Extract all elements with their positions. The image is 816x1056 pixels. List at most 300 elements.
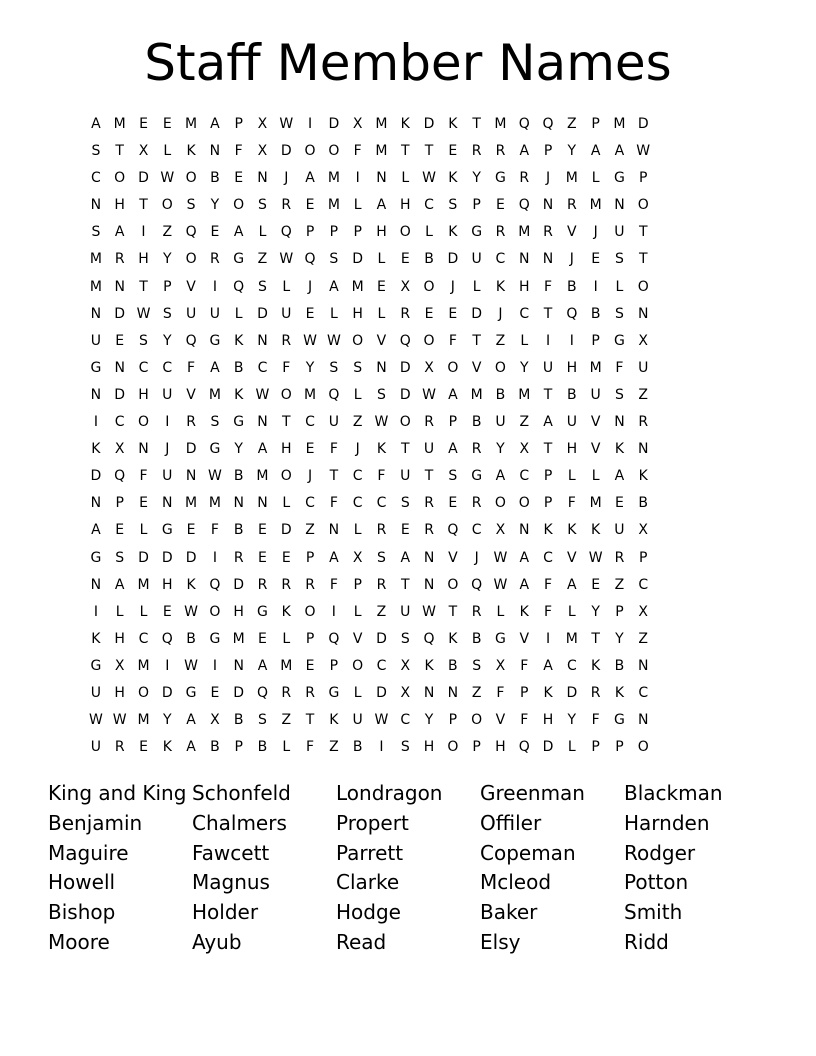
page-title: Staff Member Names [144,34,672,92]
grid-letter: L [139,603,148,620]
grid-letter: F [210,522,219,539]
grid-row [84,683,732,710]
word-list-item: Clarke [336,870,400,895]
grid-letter: Q [518,197,530,214]
grid-letter: C [400,712,411,729]
grid-letter: W [112,712,127,729]
grid-letter: N [138,441,149,458]
grid-letter: R [305,684,315,701]
grid-letter: A [210,116,220,132]
grid-letter: V [567,224,577,241]
grid-letter: O [114,170,126,187]
word-list-item: Fawcett [192,840,270,865]
grid-letter: Q [399,332,411,349]
grid-letter: C [305,414,315,431]
grid-letter: Y [567,143,577,160]
grid-letter: E [496,197,505,214]
grid-letter: C [519,305,530,322]
grid-letter: V [590,414,601,431]
grid-letter: L [567,603,576,620]
grid-letter: A [448,386,458,403]
grid-letter: B [210,170,220,187]
grid-letter: I [212,278,217,295]
grid-letter: P [591,739,600,756]
grid-letter: P [543,468,553,485]
grid-letter: J [308,468,313,485]
grid-letter: L [567,739,576,756]
grid-letter: K [91,630,101,647]
grid-letter: B [590,305,601,322]
grid-letter: E [448,143,458,160]
grid-letter: K [614,684,625,701]
grid-letter: P [615,603,624,620]
grid-letter: S [258,278,267,295]
grid-row [84,249,732,276]
grid-letter: D [542,739,554,756]
grid-letter: S [258,197,267,214]
grid-letter: O [352,657,364,674]
grid-letter: B [186,630,196,647]
grid-letter: D [233,684,245,701]
grid-letter: Y [210,197,220,214]
grid-letter: Q [114,468,126,485]
grid-letter: O [447,359,459,376]
grid-letter: L [115,603,124,620]
grid-letter: K [448,630,458,647]
grid-letter: H [114,684,125,701]
grid-letter: S [448,468,458,485]
grid-letter: I [165,657,170,674]
grid-letter: N [614,197,625,214]
grid-letter: Z [162,224,173,241]
grid-letter: O [637,278,649,295]
grid-letter: M [137,712,150,729]
grid-letter: W [588,549,603,566]
grid-letter: K [186,576,196,593]
grid-letter: P [329,224,339,241]
grid-letter: L [615,278,624,295]
word-list [48,779,768,958]
grid-letter: T [281,414,291,431]
grid-letter: R [281,576,292,593]
grid-letter: G [257,603,268,620]
grid-letter: R [566,197,577,214]
grid-letter: M [613,116,626,132]
grid-letter: Q [328,630,340,647]
grid-letter: K [543,684,553,701]
grid-letter: N [257,495,268,512]
grid-letter: L [353,197,362,214]
grid-letter: T [139,278,148,295]
word-list-item: Propert [336,810,409,835]
grid-letter: K [638,468,648,485]
grid-letter: O [233,197,245,214]
grid-letter: Y [591,603,600,620]
grid-letter: M [589,197,602,214]
grid-letter: M [137,657,150,674]
grid-letter: U [400,603,411,620]
grid-letter: E [139,739,148,756]
grid-letter: N [257,170,268,187]
grid-letter: O [137,414,149,431]
word-list-item: Maguire [48,840,129,865]
grid-letter: J [284,170,289,187]
grid-letter: X [400,278,411,295]
grid-letter: M [565,170,578,187]
grid-letter: O [399,224,411,241]
grid-letter: P [448,712,458,729]
grid-letter: Z [638,630,649,647]
grid-letter: F [544,278,553,295]
grid-letter: S [614,251,624,268]
grid-letter: P [615,739,624,756]
grid-letter: B [210,739,220,756]
grid-letter: J [474,549,479,566]
grid-letter: E [400,251,410,268]
word-list-item: Baker [480,900,538,925]
grid-letter: D [280,522,292,539]
grid-letter: U [90,332,102,349]
grid-letter: I [355,170,360,187]
grid-letter: O [185,251,197,268]
word-list-item: Offiler [480,810,542,835]
grid-letter: I [93,603,98,620]
grid-letter: Z [352,414,363,431]
grid-letter: E [162,603,172,620]
word-list-item: Bishop [48,900,116,925]
grid-letter: Z [257,251,268,268]
grid-letter: G [495,630,506,647]
grid-letter: K [591,522,601,539]
grid-letter: T [305,712,315,729]
grid-letter: D [161,684,173,701]
grid-letter: V [567,549,577,566]
grid-letter: T [591,630,600,647]
grid-letter: E [139,116,148,132]
grid-row [84,656,732,683]
grid-letter: K [91,441,101,458]
grid-letter: D [90,468,102,485]
grid-letter: Q [304,251,316,268]
grid-letter: O [471,712,483,729]
grid-letter: J [165,441,170,458]
grid-letter: M [185,116,198,132]
grid-letter: F [139,468,148,485]
word-list-item: Mcleod [480,870,552,895]
grid-letter: C [162,359,173,376]
grid-letter: N [114,278,125,295]
grid-letter: F [377,468,386,485]
grid-letter: E [591,251,601,268]
grid-letter: O [304,603,316,620]
grid-letter: N [376,170,387,187]
grid-letter: Z [376,603,387,620]
grid-letter: H [114,630,125,647]
grid-letter: G [185,684,197,701]
grid-letter: C [519,468,530,485]
grid-letter: A [495,468,506,485]
grid-letter: K [448,170,458,187]
grid-letter: C [376,657,387,674]
grid-letter: R [519,170,530,187]
grid-letter: T [424,143,434,160]
grid-letter: M [304,386,317,403]
grid-letter: B [471,630,482,647]
grid-letter: O [423,278,435,295]
grid-letter: F [520,657,529,674]
grid-letter: Y [472,170,481,187]
grid-letter: N [542,251,554,268]
grid-letter: Q [328,386,340,403]
grid-letter: N [90,305,102,322]
grid-letter: H [352,305,363,322]
grid-letter: O [280,386,292,403]
grid-letter: R [233,549,244,566]
grid-letter: H [423,739,435,756]
grid-letter: W [422,170,436,187]
grid-letter: Q [256,684,268,701]
grid-letter: F [282,359,291,376]
grid-letter: A [376,197,387,214]
word-list-item: Schonfeld [192,781,291,805]
grid-letter: L [163,143,172,160]
grid-letter: A [543,414,553,431]
grid-letter: L [282,495,291,512]
grid-letter: M [494,116,507,132]
grid-letter: W [374,712,389,729]
grid-letter: U [614,224,625,241]
grid-letter: G [614,170,625,187]
grid-row [84,331,732,358]
grid-letter: H [566,441,578,458]
grid-letter: A [448,441,458,458]
grid-letter: H [114,197,125,214]
grid-letter: P [305,224,315,241]
grid-letter: L [329,305,338,322]
grid-letter: L [567,468,576,485]
grid-letter: K [234,332,244,349]
grid-letter: V [186,278,196,295]
grid-letter: X [114,441,125,458]
grid-letter: X [257,116,268,132]
grid-letter: R [114,739,125,756]
grid-letter: N [447,684,459,701]
grid-row [84,520,732,547]
grid-letter: E [258,522,267,539]
grid-letter: L [401,170,410,187]
grid-letter: R [257,576,268,593]
grid-letter: A [186,712,196,729]
grid-letter: K [495,278,506,295]
grid-letter: D [280,143,292,160]
grid-letter: L [353,603,362,620]
grid-letter: I [331,603,336,620]
grid-letter: K [448,224,458,241]
grid-letter: Z [614,576,625,593]
grid-letter: Y [567,712,577,729]
grid-letter: V [352,630,363,647]
grid-letter: U [209,305,220,322]
grid-letter: L [520,332,529,349]
grid-letter: P [591,116,600,132]
grid-letter: R [186,414,196,431]
grid-letter: T [638,224,648,241]
grid-letter: Y [163,251,172,268]
grid-letter: R [543,224,553,241]
grid-letter: W [160,170,175,187]
grid-letter: W [279,251,294,268]
grid-letter: T [115,143,124,160]
grid-letter: L [377,251,386,268]
grid-letter: C [471,522,482,539]
grid-letter: K [591,657,601,674]
grid-letter: T [400,576,410,593]
grid-letter: C [543,549,553,566]
word-column [480,779,624,958]
grid-letter: S [186,197,196,214]
grid-letter: R [400,305,411,322]
grid-letter: N [90,197,102,214]
word-list-item: Hodge [336,900,401,925]
grid-letter: Y [163,712,172,729]
grid-letter: P [472,197,481,214]
grid-letter: H [542,712,554,729]
grid-letter: G [90,359,102,376]
grid-letter: Z [519,414,530,431]
grid-letter: E [448,305,458,322]
grid-letter: D [566,684,578,701]
grid-letter: L [282,278,291,295]
grid-letter: L [591,170,600,187]
grid-letter: U [90,739,102,756]
grid-letter: P [234,116,243,132]
grid-letter: Y [519,359,529,376]
grid-row [84,222,732,249]
word-column [336,779,480,958]
grid-letter: O [447,576,459,593]
grid-letter: O [304,143,316,160]
grid-letter: H [233,603,244,620]
grid-letter: G [328,684,340,701]
grid-letter: S [400,630,410,647]
grid-letter: L [353,684,362,701]
grid-letter: H [138,251,149,268]
grid-letter: A [186,739,196,756]
grid-row [84,168,732,195]
grid-letter: S [448,197,458,214]
grid-letter: N [114,359,125,376]
grid-letter: P [543,495,553,512]
grid-letter: I [212,657,217,674]
grid-letter: N [90,576,102,593]
grid-letter: C [638,576,649,593]
word-list-item: Rodger [624,840,696,865]
grid-letter: Q [161,630,173,647]
grid-letter: T [543,305,553,322]
grid-row [84,602,732,629]
grid-letter: I [569,332,574,349]
grid-letter: T [638,251,648,268]
grid-letter: B [448,657,458,674]
grid-letter: Z [471,684,482,701]
grid-letter: N [519,522,530,539]
grid-letter: Z [567,116,577,132]
grid-letter: E [305,305,315,322]
grid-letter: W [279,116,294,132]
grid-letter: D [114,305,126,322]
grid-letter: D [447,251,459,268]
word-list-item: Ridd [624,929,669,954]
grid-row [84,412,732,439]
grid-letter: C [376,495,387,512]
word-list-item: Potton [624,870,689,895]
grid-letter: A [114,224,125,241]
grid-letter: I [545,332,551,349]
grid-letter: R [281,684,292,701]
grid-letter: K [376,441,387,458]
grid-letter: K [162,739,172,756]
grid-letter: K [186,143,196,160]
grid-letter: D [352,251,364,268]
grid-letter: G [209,630,221,647]
grid-letter: G [614,332,625,349]
grid-row [84,710,732,737]
grid-letter: R [471,441,482,458]
grid-letter: X [210,712,220,729]
grid-letter: E [305,657,315,674]
grid-letter: V [376,332,387,349]
grid-letter: A [614,143,625,160]
grid-letter: G [209,332,221,349]
grid-letter: R [495,143,506,160]
grid-letter: Q [471,576,483,593]
grid-letter: A [519,143,530,160]
grid-letter: V [448,549,458,566]
grid-letter: L [234,305,243,322]
word-list-item: King and King [48,781,187,805]
grid-letter: U [162,386,173,403]
grid-letter: F [329,495,338,512]
grid-letter: J [545,170,551,187]
grid-letter: M [137,576,150,593]
grid-letter: P [543,143,553,160]
grid-letter: R [376,522,387,539]
grid-letter: S [353,359,363,376]
grid-letter: X [114,657,125,674]
word-list-item: Ayub [192,929,242,954]
grid-letter: N [423,549,435,566]
grid-letter: D [138,549,149,566]
grid-letter: E [115,332,125,349]
grid-letter: D [637,116,649,132]
grid-letter: F [448,332,457,349]
grid-letter: U [638,359,649,376]
grid-letter: H [399,197,411,214]
grid-letter: J [355,441,360,458]
grid-letter: C [305,495,315,512]
grid-letter: B [424,251,434,268]
grid-letter: D [114,386,126,403]
grid-letter: T [329,468,339,485]
grid-letter: K [543,522,553,539]
grid-letter: F [353,143,362,160]
grid-letter: D [399,386,411,403]
grid-letter: E [234,170,244,187]
grid-letter: M [185,495,198,512]
grid-letter: U [614,522,625,539]
grid-letter: Y [496,441,505,458]
grid-letter: M [351,278,364,295]
